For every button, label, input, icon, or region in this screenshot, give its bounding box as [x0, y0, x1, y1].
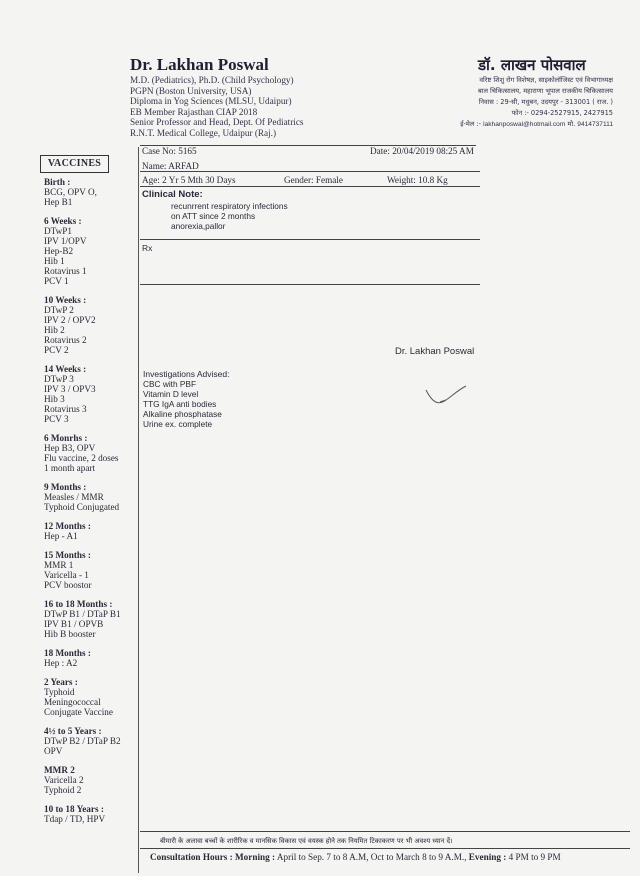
vaccine-item: PCV 3	[44, 414, 69, 424]
vaccine-item: Hib B booster	[44, 629, 96, 639]
footer-rule-mid	[140, 848, 630, 849]
vaccine-item: PCV boostor	[44, 580, 92, 590]
vaccine-item: Varicella - 1	[44, 570, 89, 580]
vaccine-group-title: 10 to 18 Years :	[44, 804, 104, 814]
investigation-item: Alkaline phosphatase	[143, 409, 222, 419]
vaccine-group-title: 10 Weeks :	[44, 295, 87, 305]
vaccine-group-title: 2 Years :	[44, 677, 78, 687]
vaccine-group-title: 16 to 18 Months :	[44, 599, 113, 609]
credential-line: M.D. (Pediatrics), Ph.D. (Child Psychology)	[130, 75, 294, 85]
vaccine-item: IPV 1/OPV	[44, 236, 87, 246]
credential-line: R.N.T. Medical College, Udaipur (Raj.)	[130, 127, 277, 138]
vaccine-item: IPV 3 / OPV3	[44, 384, 96, 394]
vaccine-item: DTwP1	[44, 226, 72, 236]
vaccine-group-title: 15 Months :	[44, 550, 91, 560]
credential-hi-line: निवास : 29-सी, मधुबन, उदयपुर - 313001 ( राज. )	[478, 98, 613, 106]
vaccine-item: PCV 1	[44, 276, 69, 286]
clinical-rule	[140, 239, 480, 240]
clinical-note-title: Clinical Note:	[142, 189, 203, 200]
email-label: ई-मेल :-	[460, 120, 482, 128]
name-rule	[140, 171, 480, 172]
hours-label: Consultation Hours :	[150, 852, 233, 862]
vaccine-group	[44, 177, 140, 207]
vaccine-item: Tdap / TD, HPV	[44, 814, 106, 824]
doctor-name-hi: डॉ. लाखन पोसवाल	[478, 56, 586, 74]
vaccine-item: Hep-B2	[44, 246, 74, 256]
vaccine-item: OPV	[44, 746, 63, 756]
vaccine-item: Hib 2	[44, 325, 65, 335]
investigation-item: Urine ex. complete	[143, 419, 213, 429]
vaccine-group	[44, 550, 140, 590]
vaccine-group	[44, 216, 140, 286]
vaccine-item: Hep B1	[44, 197, 73, 207]
vaccine-item: DTwP 3	[44, 374, 74, 384]
credential-line: Senior Professor and Head, Dept. Of Pediatrics	[130, 117, 304, 127]
vaccine-item: BCG, OPV O,	[44, 187, 97, 197]
vaccine-item: Hep B3, OPV	[44, 443, 96, 453]
investigations-title: Investigations Advised:	[143, 369, 230, 379]
vaccine-item: IPV 2 / OPV2	[44, 315, 96, 325]
vaccine-item: PCV 2	[44, 345, 69, 355]
consultation-hours	[150, 852, 561, 862]
vaccine-item: IPV B1 / OPVB	[44, 619, 104, 629]
vaccine-item: Varicella 2	[44, 775, 84, 785]
email: lakhanposwal@hotmail.com	[483, 121, 566, 128]
vaccine-item: Rotavirus 1	[44, 266, 87, 276]
vaccine-item: Meningococcal	[44, 697, 101, 707]
vaccine-group	[44, 295, 140, 355]
morning-label: Morning :	[235, 852, 276, 862]
vaccine-group	[44, 726, 140, 756]
vaccine-group-title: MMR 2	[44, 765, 75, 775]
patient-weight: Weight: 10.8 Kg	[387, 175, 448, 185]
morning-hours: April to Sep. 7 to 8 A.M, Oct to March 8 to 9 A.M.,	[276, 852, 467, 862]
investigations-list	[143, 379, 222, 429]
credential-line: EB Member Rajasthan CIAP 2018	[130, 106, 258, 117]
footer-rule-top	[140, 831, 630, 832]
age-rule	[140, 186, 480, 187]
vaccine-group-title: 14 Weeks :	[44, 364, 87, 374]
evening-label: Evening :	[468, 852, 507, 862]
patient-name: Name: ARFAD	[142, 161, 199, 171]
credential-hi-line: वरिष्ट शिशु रोग विशेषज्ञ, साइकोलॉजिस्ट एवं विभागाध्यक्ष	[479, 76, 613, 84]
mobile-label: मो.	[567, 120, 576, 128]
vaccine-group-title: 6 Monrhs :	[44, 433, 88, 443]
vaccine-group-title: 4½ to 5 Years :	[44, 726, 102, 736]
vaccine-group	[44, 599, 140, 639]
vaccine-item: Rotavirus 2	[44, 335, 87, 345]
credential-hi-line: बाल चिकित्सालय, महाराणा भूपाल राजकीय चिकित्सालय	[477, 87, 613, 95]
vaccine-item: Measles / MMR	[44, 492, 104, 502]
vaccine-group	[44, 648, 140, 668]
vaccine-item: MMR 1	[44, 560, 74, 570]
vaccine-item: Typhoid Conjugated	[44, 502, 120, 512]
credentials-en	[130, 75, 304, 138]
contact-line	[353, 119, 613, 130]
vaccine-group-title: Birth :	[44, 177, 71, 187]
vaccine-group-title: 9 Months :	[44, 482, 87, 492]
clinical-note-line: recunrrent respiratory infections	[171, 201, 288, 211]
mobile: 9414737111	[577, 121, 613, 128]
vaccine-group	[44, 433, 140, 473]
clinical-note-line: anorexia,pallor	[171, 221, 226, 231]
vaccine-item: Typhoid	[44, 687, 75, 697]
vaccine-group	[44, 765, 140, 795]
vaccine-item: DTwP 2	[44, 305, 74, 315]
patient-age: Age: 2 Yr 5 Mth 30 Days	[142, 175, 236, 185]
visit-date: Date: 20/04/2019 08:25 AM	[370, 146, 474, 156]
investigation-item: Vitamin D level	[143, 389, 199, 399]
patient-gender: Gender: Female	[284, 175, 343, 185]
signature-image	[422, 380, 482, 410]
vaccine-group	[44, 804, 140, 824]
clinical-note-line: on ATT since 2 months	[171, 211, 256, 221]
vaccination-note: बीमारी के अलावा बच्चों के शारीरिक व मानसिक विकास एवं वयस्क होने तक नियमित टिकाकरण पर भी अवश्य ध्यान दें।	[160, 837, 453, 845]
vaccines-label: VACCINES	[40, 155, 109, 173]
signature-name: Dr. Lakhan Poswal	[395, 346, 475, 357]
clinical-note-body	[171, 201, 288, 231]
rx-label: Rx	[142, 243, 153, 253]
vaccine-item: DTwP B2 / DTaP B2	[44, 736, 121, 746]
vaccine-group	[44, 521, 140, 541]
investigation-item: TTG IgA anti bodies	[143, 399, 217, 409]
credential-hi-line: फोन :- 0294-2527915, 2427915	[511, 109, 613, 117]
vaccine-group-title: 6 Weeks :	[44, 216, 82, 226]
vaccine-group-title: 18 Months :	[44, 648, 91, 658]
rx-rule	[140, 284, 480, 285]
vaccine-item: Flu vaccine, 2 doses	[44, 453, 119, 463]
sidebar-divider	[138, 147, 139, 873]
vaccine-item: 1 month apart	[44, 463, 96, 473]
vaccine-group-title: 12 Months :	[44, 521, 91, 531]
credential-line: PGPN (Boston University, USA)	[130, 85, 252, 96]
vaccine-item: Hep : A2	[44, 658, 78, 668]
vaccine-item: Rotavirus 3	[44, 404, 87, 414]
vaccine-group	[44, 364, 140, 424]
vaccine-item: DTwP B1 / DTaP B1	[44, 609, 121, 619]
vaccine-schedule	[44, 177, 140, 833]
doctor-name-en: Dr. Lakhan Poswal	[130, 55, 269, 74]
vaccine-item: Hib 3	[44, 394, 65, 404]
credentials-hi	[353, 75, 613, 130]
vaccine-item: Hib 1	[44, 256, 65, 266]
vaccine-item: Typhoid 2	[44, 785, 82, 795]
credential-line: Diploma in Yog Sciences (MLSU, Udaipur)	[130, 96, 292, 106]
vaccine-item: Hep - A1	[44, 531, 78, 541]
case-number: Case No: 5165	[142, 146, 197, 156]
vaccine-group	[44, 482, 140, 512]
vaccine-item: Conjugate Vaccine	[44, 707, 113, 717]
evening-hours: 4 PM to 9 PM	[508, 852, 561, 862]
vaccine-group	[44, 677, 140, 717]
investigation-item: CBC with PBF	[143, 379, 197, 389]
